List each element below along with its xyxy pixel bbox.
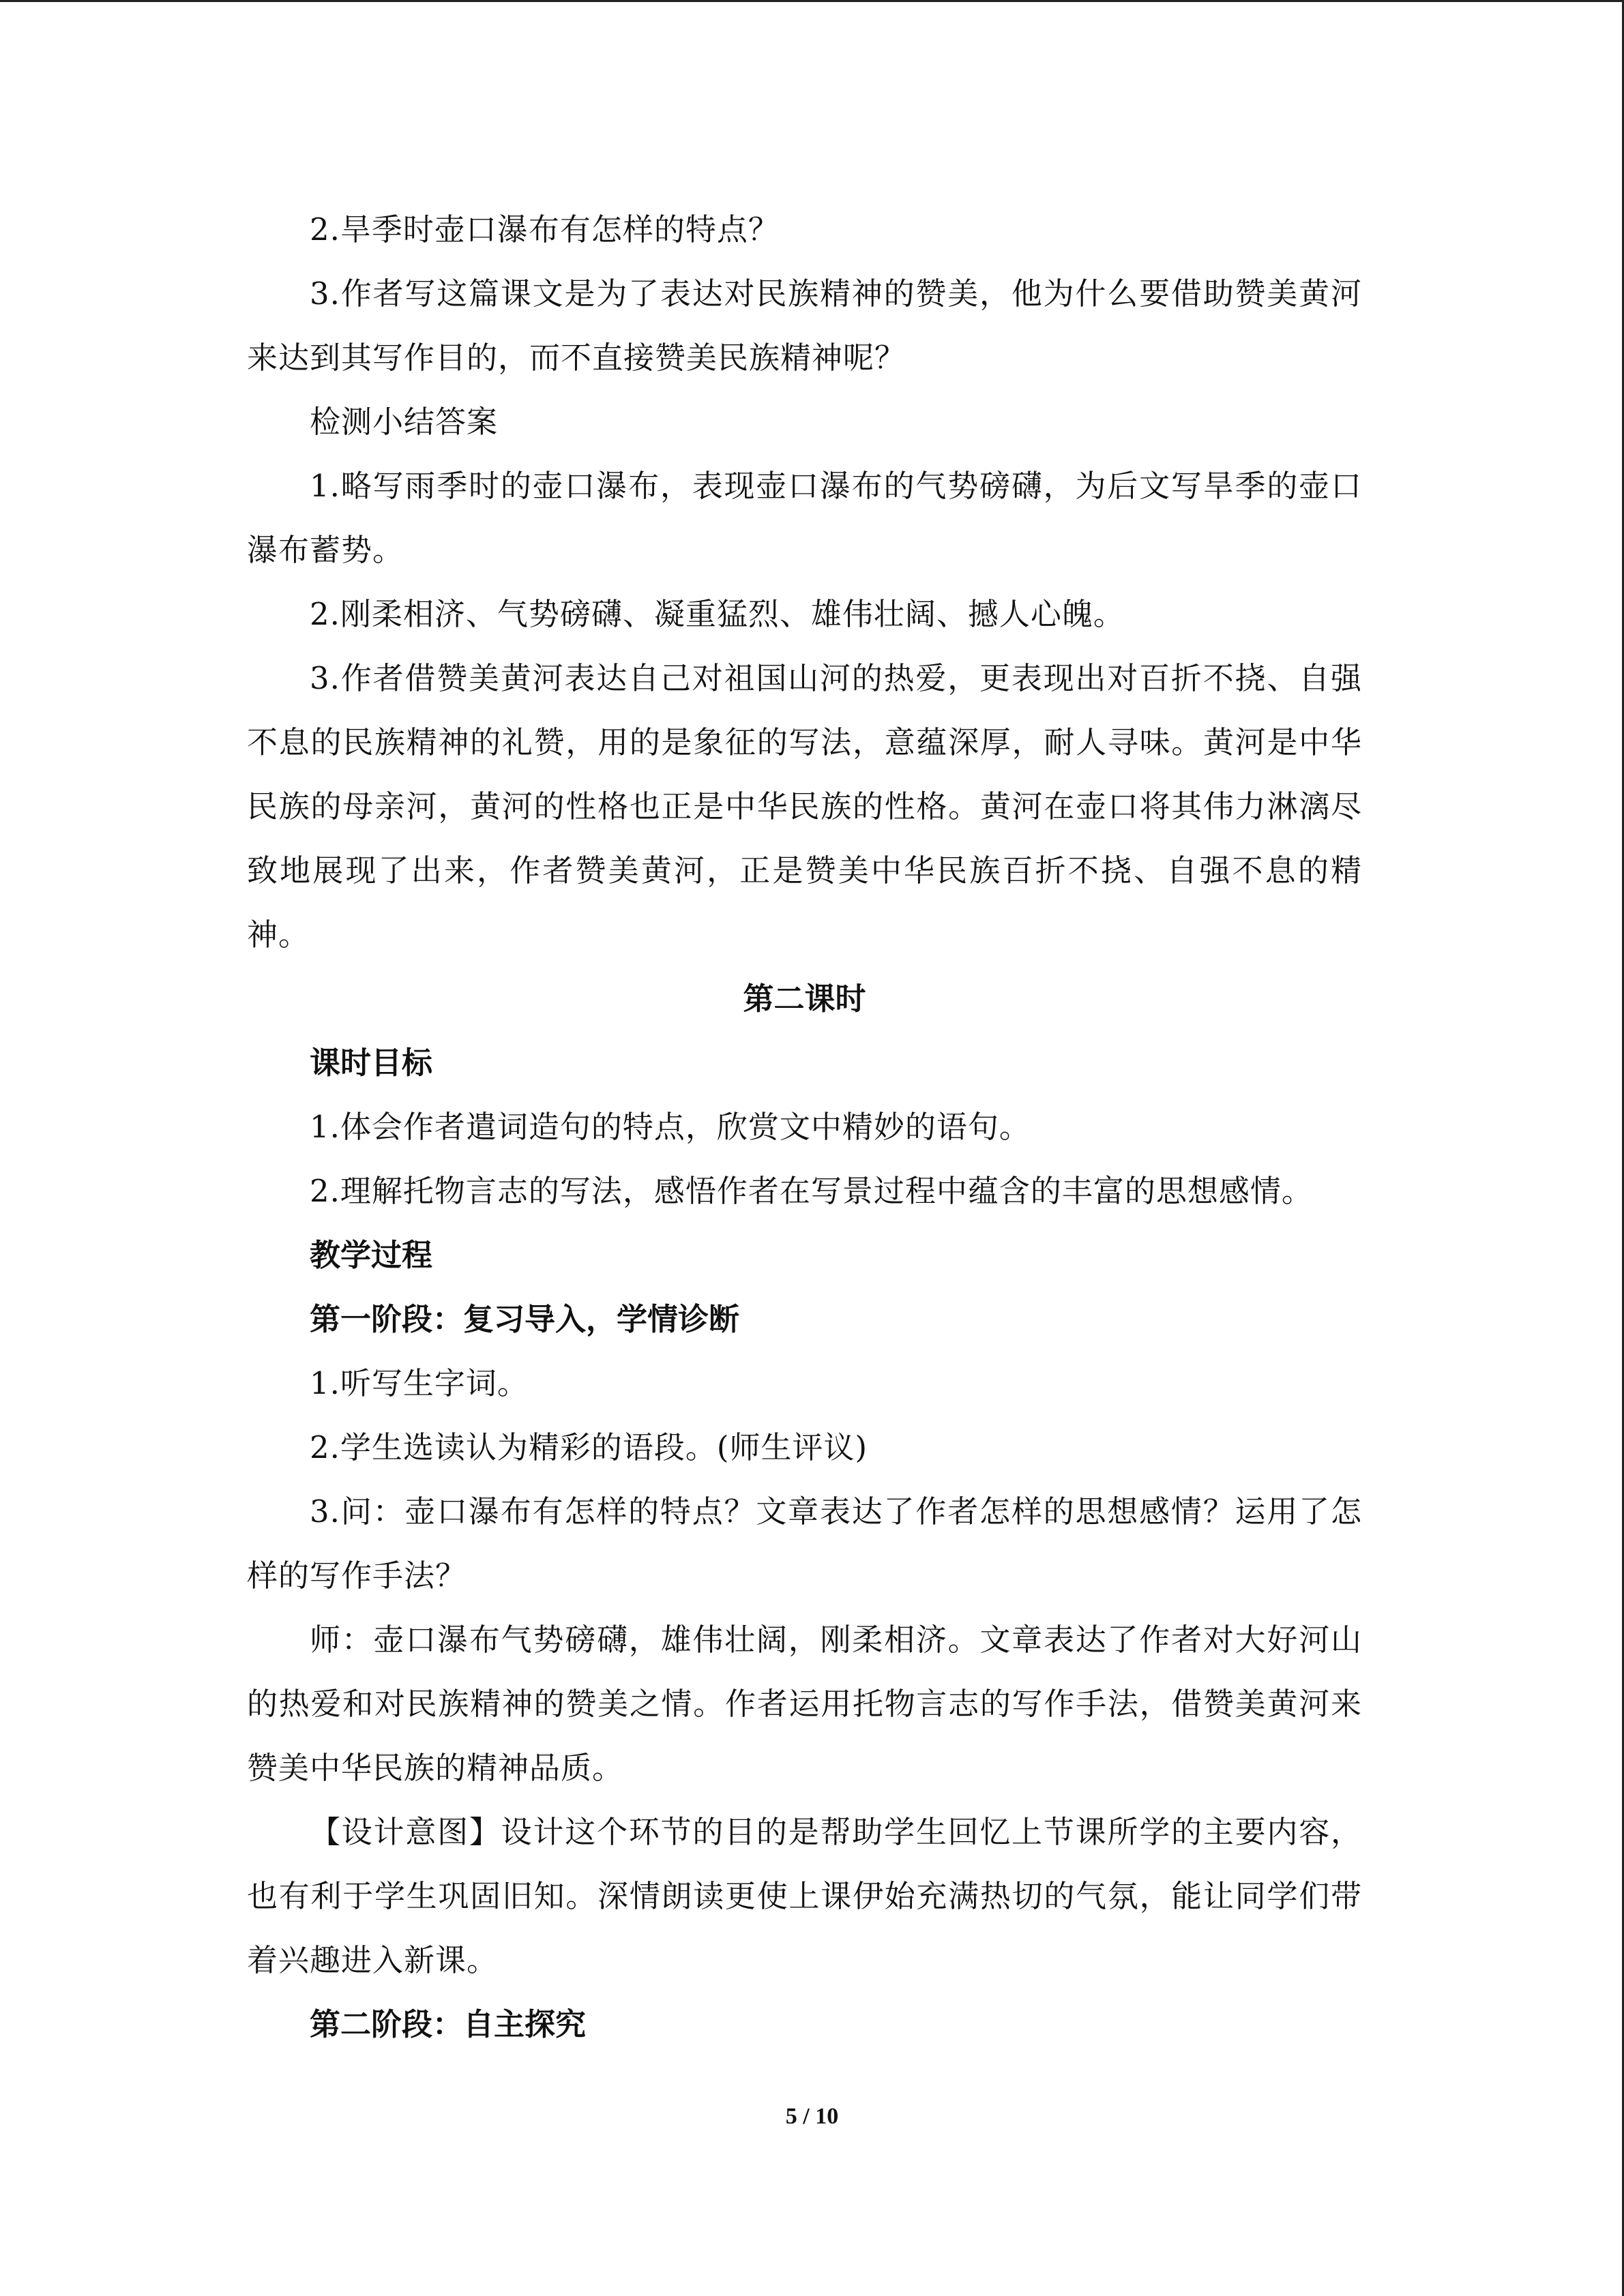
objective-2: 2.理解托物言志的写法，感悟作者在写景过程中蕴含的丰富的思想感情。 (310, 1173, 1313, 1209)
question-3: 3.作者写这篇课文是为了表达对民族精神的赞美，他为什么要借助赞美黄河来达到其写作目的，而不直接赞美民族精神呢？ (247, 275, 1362, 376)
step-3: 3.问：壶口瀑布有怎样的特点？文章表达了作者怎样的思想感情？运用了怎样的写作手法？ (247, 1493, 1362, 1594)
document-body (247, 198, 1362, 2057)
objectives-heading: 课时目标 (310, 1045, 433, 1081)
step-2: 2.学生选读认为精彩的语段。(师生评议) (310, 1429, 868, 1465)
answer-1: 1.略写雨季时的壶口瀑布，表现壶口瀑布的气势磅礴，为后文写旱季的壶口瀑布蓄势。 (247, 468, 1362, 568)
process-heading: 教学过程 (310, 1237, 433, 1273)
stage-2-heading: 第二阶段：自主探究 (310, 2006, 587, 2042)
teacher-answer: 师：壶口瀑布气势磅礴，雄伟壮阔，刚柔相济。文章表达了作者对大好河山的热爱和对民族精神的赞美之情。作者运用托物言志的写作手法，借赞美黄河来赞美中华民族的精神品质。 (247, 1622, 1362, 1786)
section-title: 第二课时 (743, 981, 866, 1017)
design-intent: 【设计意图】设计这个环节的目的是帮助学生回忆上节课所学的主要内容，也有利于学生巩固旧知。深情朗读更使上课伊始充满热切的气氛，能让同学们带着兴趣进入新课。 (247, 1814, 1362, 1978)
stage-1-heading: 第一阶段：复习导入，学情诊断 (310, 1301, 740, 1337)
page-number: 5 / 10 (785, 2104, 839, 2129)
question-2: 2.旱季时壶口瀑布有怎样的特点？ (310, 211, 780, 248)
answer-3: 3.作者借赞美黄河表达自己对祖国山河的热爱，更表现出对百折不挠、自强不息的民族精神的礼赞，用的是象征的写法，意蕴深厚，耐人寻味。黄河是中华民族的母亲河，黄河的性格也正是中华民族的性格。黄河在壶口将其伟力淋漓尽致地展现了出来，作者赞美黄河，正是赞美中华民族百折不挠、自强不息的精神。 (247, 660, 1362, 953)
answer-heading: 检测小结答案 (310, 404, 499, 440)
step-1: 1.听写生字词。 (310, 1365, 529, 1401)
page-border-top (0, 0, 1624, 2)
objective-1: 1.体会作者遣词造句的特点，欣赏文中精妙的语句。 (310, 1109, 1031, 1145)
answer-2: 2.刚柔相济、气势磅礴、凝重猛烈、雄伟壮阔、撼人心魄。 (310, 596, 1125, 632)
